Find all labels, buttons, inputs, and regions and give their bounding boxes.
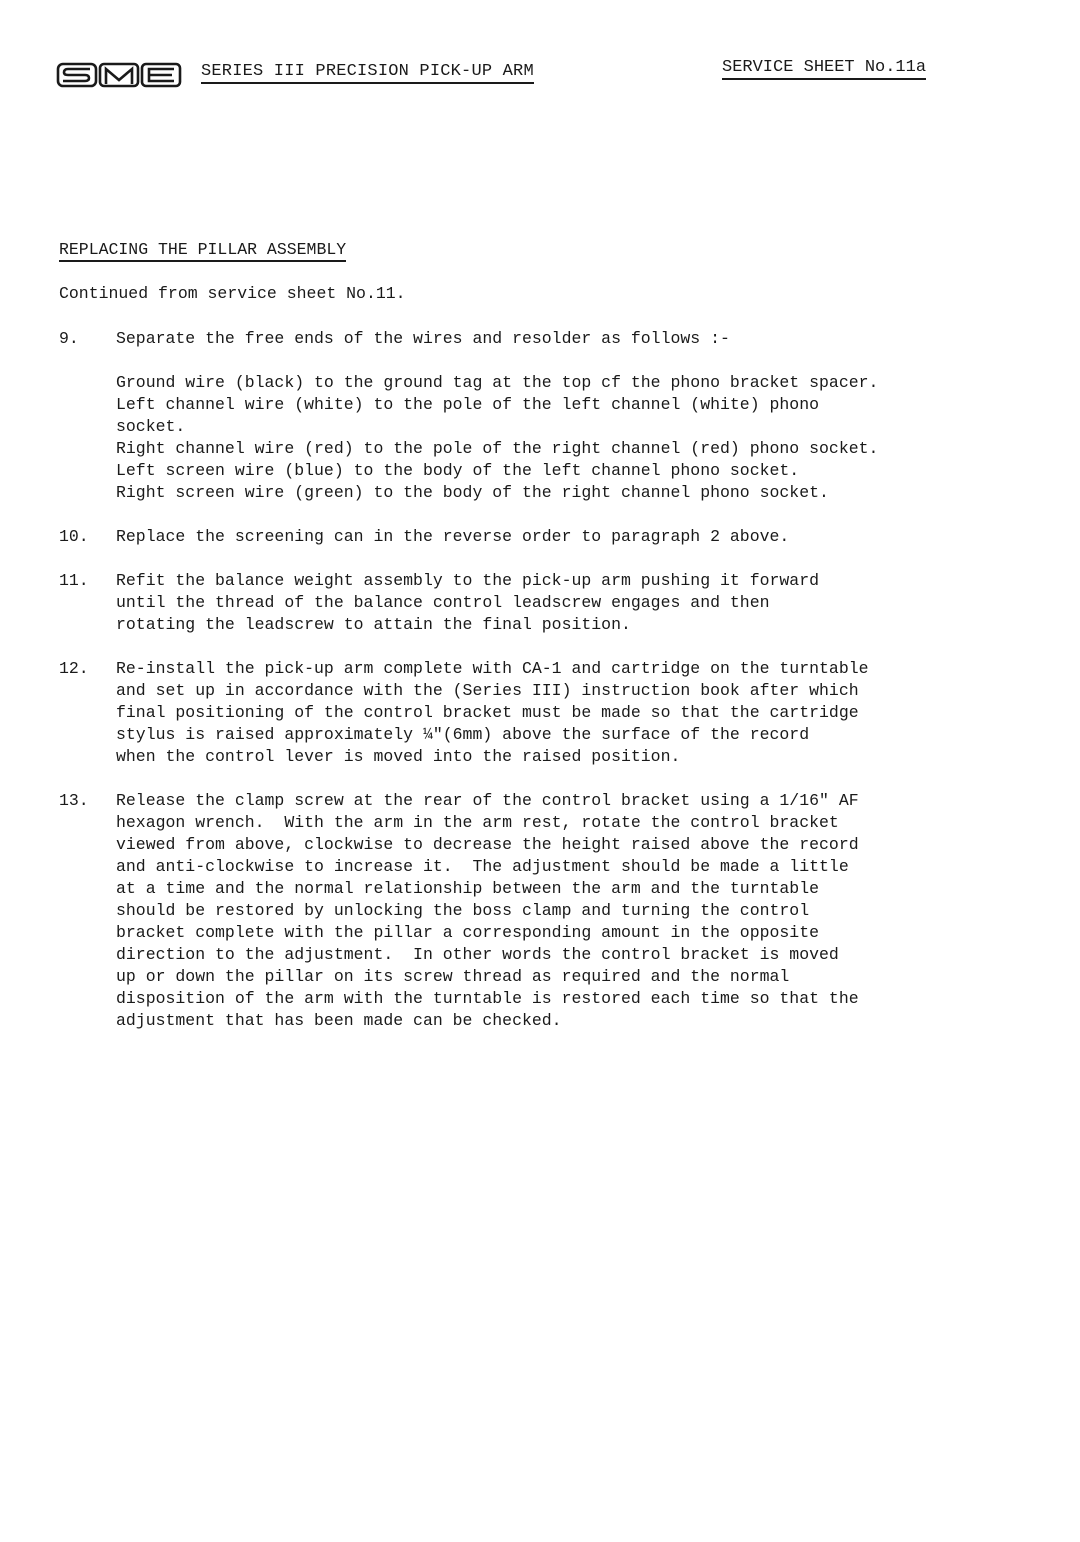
paragraph-line: when the control lever is moved into the raised position. <box>116 747 681 766</box>
paragraph-line: Release the clamp screw at the rear of the control bracket using a 1/16" AF <box>116 791 859 810</box>
paragraph-body <box>116 790 859 1032</box>
section-heading: REPLACING THE PILLAR ASSEMBLY <box>59 240 346 262</box>
paragraph-line: up or down the pillar on its screw thread as required and the normal <box>116 967 790 986</box>
paragraph-line: disposition of the arm with the turntable is restored each time so that the <box>116 989 859 1008</box>
paragraph-number: 13. <box>59 791 89 810</box>
paragraph-line: at a time and the normal relationship between the arm and the turntable <box>116 879 820 898</box>
paragraph-line: Re-install the pick-up arm complete with CA-1 and cartridge on the turntable <box>116 659 869 678</box>
paragraph-line: Separate the free ends of the wires and resolder as follows :- <box>116 329 730 348</box>
paragraph-body <box>116 570 819 636</box>
wiring-line: Right channel wire (red) to the pole of the right channel (red) phono socket. <box>116 439 879 458</box>
wiring-line: Left screen wire (blue) to the body of the left channel phono socket. <box>116 461 800 480</box>
continued-note: Continued from service sheet No.11. <box>59 284 406 303</box>
paragraph-number: 11. <box>59 571 89 590</box>
wiring-line: Ground wire (black) to the ground tag at the top cf the phono bracket spacer. <box>116 373 879 392</box>
paragraph-line: bracket complete with the pillar a corresponding amount in the opposite <box>116 923 820 942</box>
paragraph-line: stylus is raised approximately ¼"(6mm) above the surface of the record <box>116 725 810 744</box>
paragraph-line: Refit the balance weight assembly to the pick-up arm pushing it forward <box>116 571 820 590</box>
paragraph-number: 12. <box>59 659 89 678</box>
paragraph-line: Replace the screening can in the reverse order to paragraph 2 above. <box>116 527 790 546</box>
paragraph-number: 10. <box>59 527 89 546</box>
paragraph-line: until the thread of the balance control leadscrew engages and then <box>116 593 770 612</box>
sme-logo <box>56 62 184 88</box>
paragraph-line: and set up in accordance with the (Series III) instruction book after which <box>116 681 859 700</box>
paragraph-body <box>116 328 730 350</box>
paragraph-line: hexagon wrench. With the arm in the arm rest, rotate the control bracket <box>116 813 839 832</box>
paragraph-number: 9. <box>59 329 79 348</box>
paragraph-line: direction to the adjustment. In other words the control bracket is moved <box>116 945 839 964</box>
paragraph-body <box>116 658 869 768</box>
service-sheet-number: SERVICE SHEET No.11a <box>722 58 926 80</box>
paragraph-line: viewed from above, clockwise to decrease the height raised above the record <box>116 835 859 854</box>
wiring-line: socket. <box>116 417 186 436</box>
wiring-line: Right screen wire (green) to the body of the right channel phono socket. <box>116 483 829 502</box>
paragraph-body <box>116 526 789 548</box>
paragraph-line: rotating the leadscrew to attain the final position. <box>116 615 631 634</box>
wiring-line: Left channel wire (white) to the pole of the left channel (white) phono <box>116 395 820 414</box>
paragraph-line: should be restored by unlocking the boss clamp and turning the control <box>116 901 810 920</box>
paragraph-line: and anti-clockwise to increase it. The adjustment should be made a little <box>116 857 849 876</box>
paragraph-line: final positioning of the control bracket must be made so that the cartridge <box>116 703 859 722</box>
paragraph-line: adjustment that has been made can be checked. <box>116 1011 562 1030</box>
series-title: SERIES III PRECISION PICK-UP ARM <box>201 62 534 84</box>
paragraph-body <box>116 372 878 504</box>
